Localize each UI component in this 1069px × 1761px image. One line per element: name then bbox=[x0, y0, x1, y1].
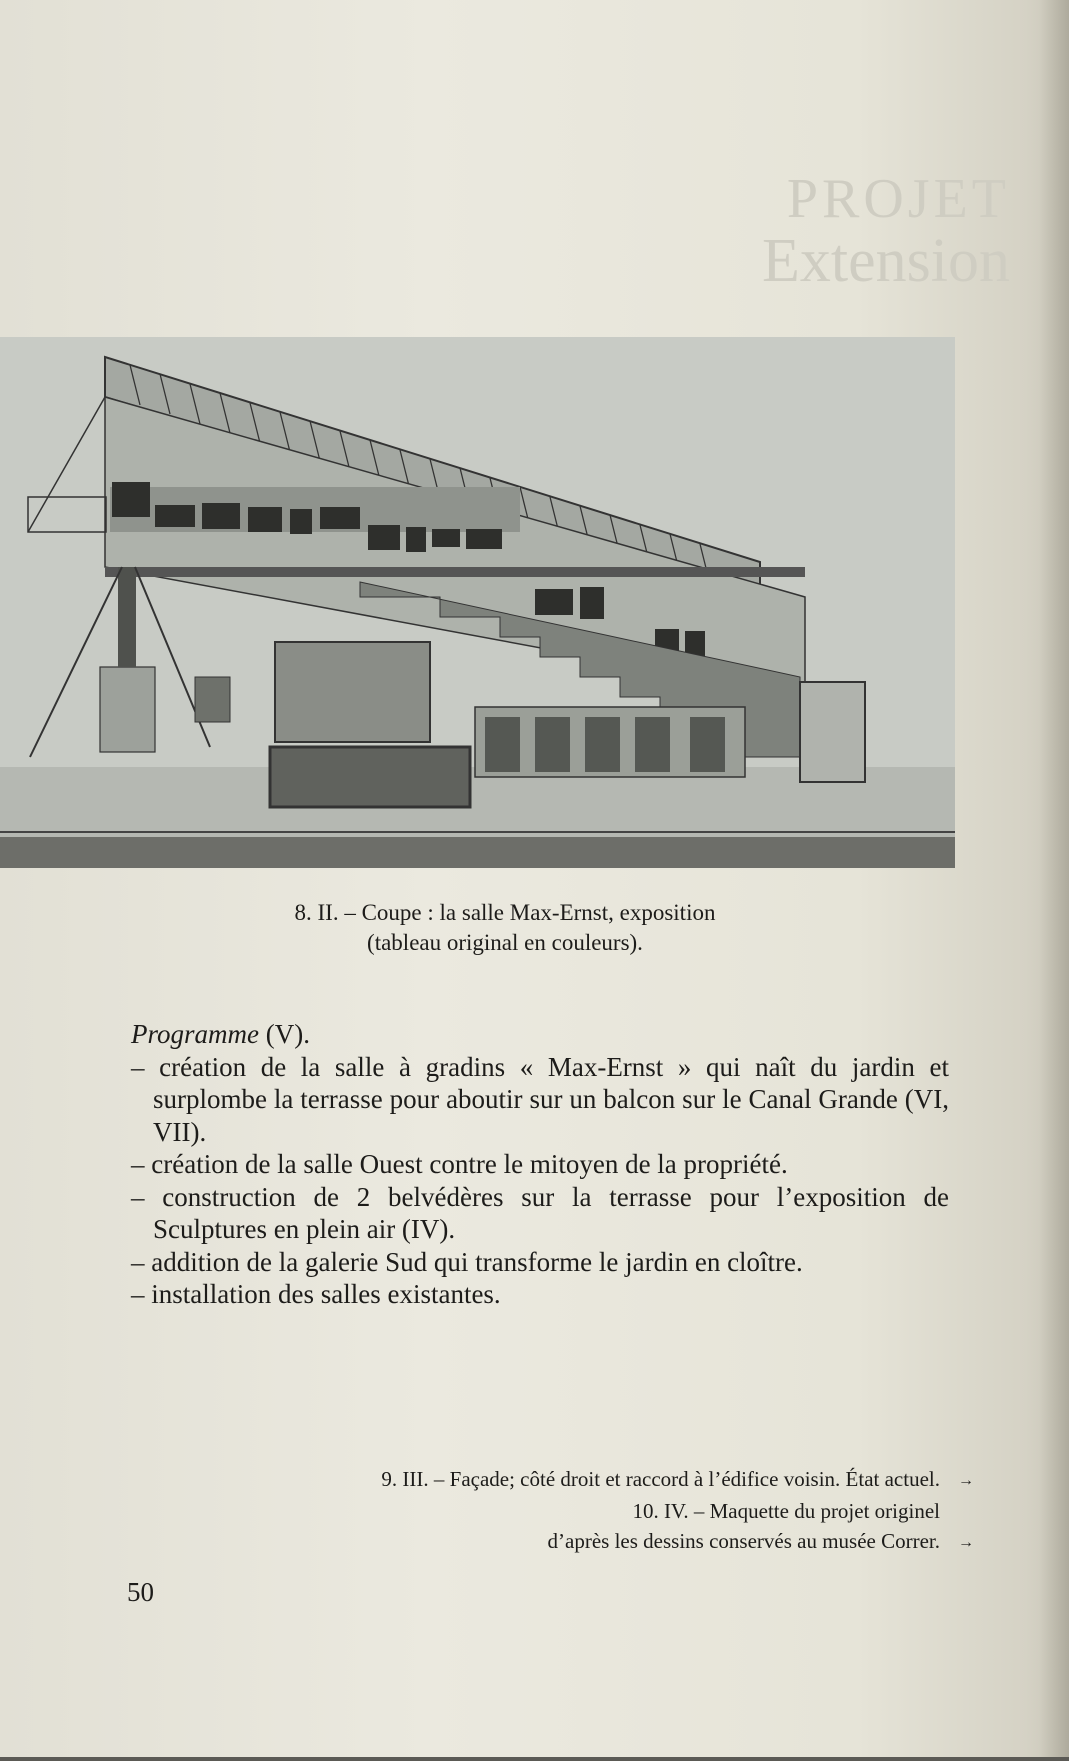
programme-item-2: – création de la salle Ouest contre le mitoyen de la propriété. bbox=[131, 1148, 949, 1181]
figure-caption-line-2: (tableau original en couleurs). bbox=[367, 930, 643, 955]
bleed-through-line-1: PROJET bbox=[786, 168, 1010, 230]
figure-notes bbox=[381, 1464, 974, 1558]
programme-item-3: – construction de 2 belvédères sur la terrasse pour l’exposition de Sculptures en plein air (IV). bbox=[131, 1181, 949, 1246]
bleed-through-text bbox=[690, 170, 1010, 294]
programme-heading bbox=[131, 1018, 949, 1051]
basement-room bbox=[270, 747, 470, 807]
figure-section-drawing bbox=[0, 337, 955, 868]
figure-caption-line-1: 8. II. – Coupe : la salle Max-Ernst, exposition bbox=[294, 900, 716, 925]
note-line-1 bbox=[381, 1464, 974, 1496]
bleed-through-line-2: Extension bbox=[762, 226, 1010, 295]
balcony-block bbox=[800, 682, 865, 782]
arrow-right-icon: → bbox=[958, 1534, 974, 1552]
page-number: 50 bbox=[127, 1577, 154, 1607]
lower-room-left bbox=[275, 642, 430, 742]
intermediate-floor bbox=[105, 567, 805, 577]
page-bottom-edge bbox=[0, 1757, 1069, 1761]
programme-item-1: – création de la salle à gradins « Max-Ernst » qui naît du jardin et surplombe la terrasse pour aboutir sur un balcon sur le Canal Grande (VI, VII). bbox=[131, 1051, 949, 1149]
page-edge-shadow bbox=[1039, 0, 1069, 1761]
tower-mast bbox=[118, 567, 136, 667]
note-line-1-text: 9. III. – Façade; côté droit et raccord à l’édifice voisin. État actuel. bbox=[381, 1467, 940, 1491]
programme-title-ref: (V). bbox=[259, 1019, 310, 1049]
note-line-2: 10. IV. – Maquette du projet originel bbox=[632, 1499, 940, 1524]
arched-window bbox=[195, 677, 230, 722]
arrow-right-icon: → bbox=[958, 1472, 974, 1490]
tower-base bbox=[100, 667, 155, 752]
programme-item-5: – installation des salles existantes. bbox=[131, 1278, 949, 1311]
ground-base bbox=[0, 837, 955, 868]
programme-item-4: – addition de la galerie Sud qui transforme le jardin en cloître. bbox=[131, 1246, 949, 1279]
programme-section bbox=[131, 1018, 949, 1311]
figure-caption bbox=[200, 898, 810, 958]
note-line-3 bbox=[381, 1526, 974, 1558]
section-drawing bbox=[0, 337, 955, 868]
programme-title: Programme bbox=[131, 1019, 259, 1049]
note-line-3-text: d’après les dessins conservés au musée Correr. bbox=[547, 1529, 940, 1554]
